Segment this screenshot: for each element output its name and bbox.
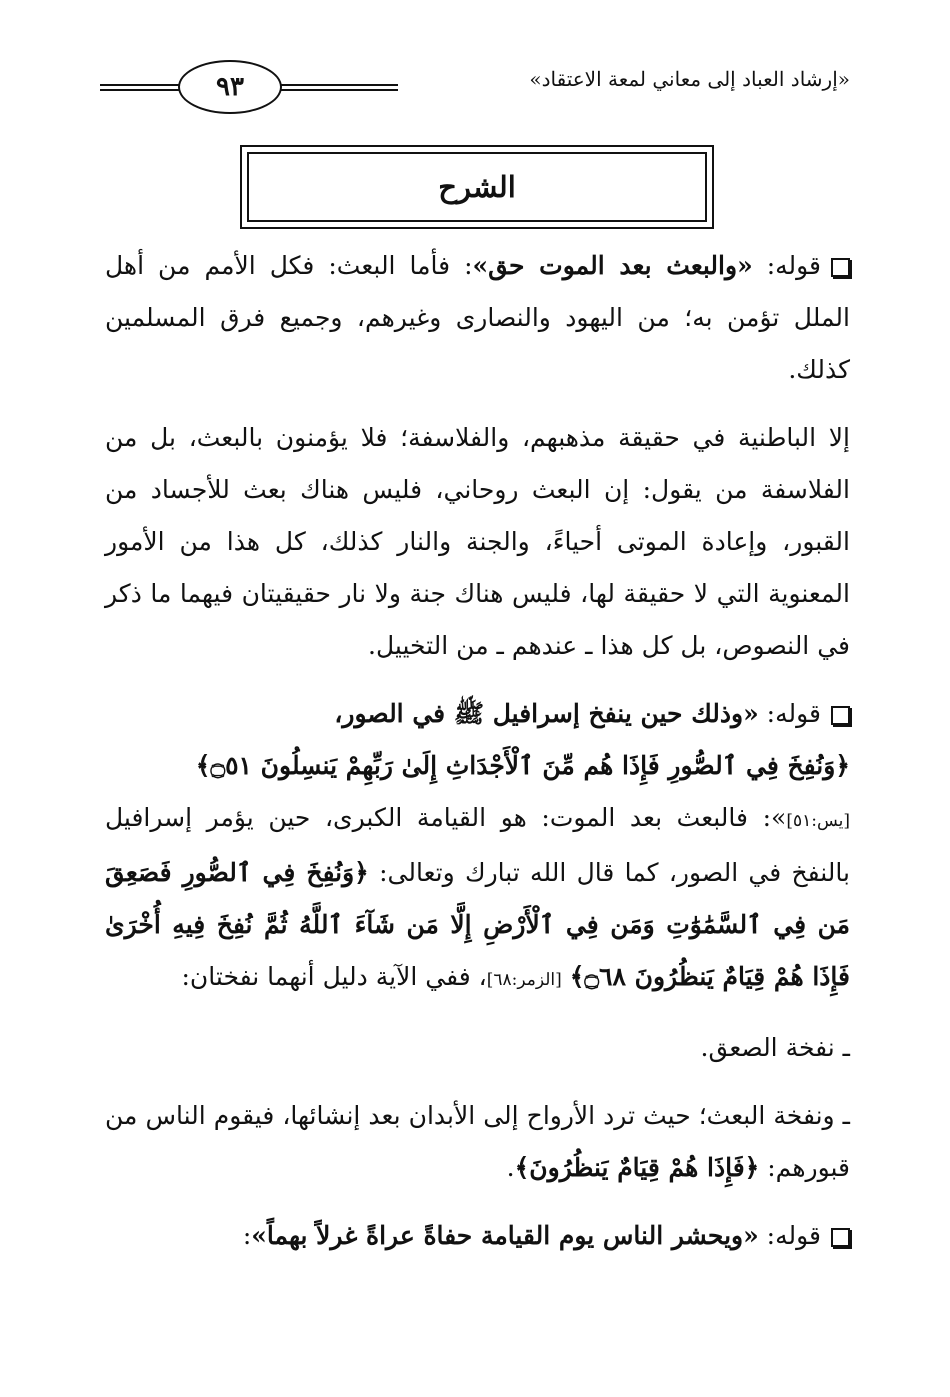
lead-text: قوله: xyxy=(752,251,822,280)
verse-reference: [الزمر:٦٨] xyxy=(486,970,562,990)
paragraph-4 xyxy=(105,1022,850,1074)
paragraph-1 xyxy=(105,240,850,396)
paragraph-5 xyxy=(105,1090,850,1194)
lead-text: قوله: xyxy=(758,699,821,728)
section-title-frame xyxy=(240,145,714,229)
paragraph-text: ، ففي الآية دليل أنهما نفختان: xyxy=(181,962,487,991)
paragraph-text: ـ نفخة الصعق. xyxy=(700,1033,850,1062)
paragraph-3 xyxy=(105,688,850,1006)
checkbox-bullet-icon xyxy=(831,1228,850,1247)
matn-quote: «وذلك حين ينفخ إسرافيل ﷺ في الصور، xyxy=(334,699,759,728)
matn-quote: «ويحشر الناس يوم القيامة حفاةً عراةً غرلاً بهماً» xyxy=(251,1221,759,1250)
header-rule-left xyxy=(100,84,180,91)
lead-text: قوله: xyxy=(758,1221,821,1250)
quran-verse: ﴿وَنُفِخَ فِي ٱلصُّورِ فَإِذَا هُم مِّنَ ٱلْأَجْدَاثِ إِلَىٰ رَبِّهِمْ يَنسِلُونَ ۝٥١﴾ xyxy=(195,751,850,780)
paragraph-text: ـ ونفخة البعث؛ حيث ترد الأرواح إلى الأبدان بعد إنشائها، فيقوم الناس من قبورهم: xyxy=(105,1101,850,1182)
header-rule-right xyxy=(280,84,398,91)
verse-reference: [يس:٥١] xyxy=(786,811,850,831)
page-number: ٩٣ xyxy=(178,60,282,114)
paragraph-end: : xyxy=(242,1221,252,1250)
book-title: «إرشاد العباد إلى معاني لمعة الاعتقاد» xyxy=(529,67,850,91)
body-text xyxy=(105,240,850,1278)
checkbox-bullet-icon xyxy=(831,258,850,277)
paragraph-text: »: فالبعث بعد الموت: هو القيامة الكبرى، حين يؤمر إسرافيل بالنفخ في الصور، كما قال الله تبارك وتعالى: xyxy=(105,803,851,887)
checkbox-bullet-icon xyxy=(831,706,850,725)
page-header xyxy=(100,55,850,115)
matn-quote: «والبعث بعد الموت حق» xyxy=(472,251,753,280)
paragraph-6 xyxy=(105,1210,850,1262)
section-title: الشرح xyxy=(247,152,707,222)
quran-verse: ﴿وَنُفِخَ فِي ٱلصُّورِ فَصَعِقَ مَن فِي ٱلسَّمَٰوَٰتِ وَمَن فِي ٱلْأَرْضِ إِلَّا مَن شَآءَ ٱللَّهُ ثُمَّ نُفِخَ فِيهِ أُخْرَىٰ فَإِذَا هُمْ قِيَامٌ يَنظُرُونَ ۝٦٨﴾ xyxy=(105,858,850,991)
paragraph-2 xyxy=(105,412,850,672)
paragraph-end: . xyxy=(506,1153,515,1182)
paragraph-text: : فأما البعث: فكل الأمم من أهل الملل تؤمن به؛ من اليهود والنصارى وغيرهم، وجميع فرق المسلمين كذلك. xyxy=(105,251,850,384)
quran-verse: ﴿فَإِذَا هُمْ قِيَامٌ يَنظُرُونَ﴾ xyxy=(514,1153,760,1182)
paragraph-text: إلا الباطنية في حقيقة مذهبهم، والفلاسفة؛ فلا يؤمنون بالبعث، بل من الفلاسفة من يقول: إن البعث روحاني، فليس هناك بعث للأجساد من القبور، وإعادة الموتى أحياءً، والجنة والنار كذلك، كل هذا من الأمور المعنوية التي لا حقيقة لها، فليس هناك جنة ولا نار حقيقيتان فيهما ما ذكر في النصوص، بل كل هذا ـ عندهم ـ من التخييل. xyxy=(105,423,850,660)
